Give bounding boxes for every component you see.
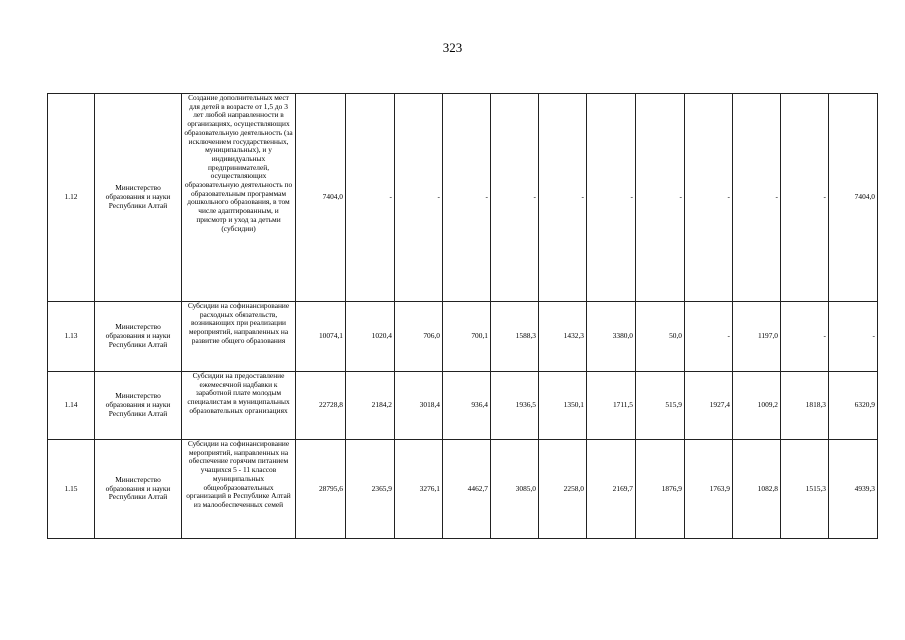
value-cell: 2365,9 [346,440,395,539]
table-row [48,372,878,440]
value-cell: 1927,4 [685,372,733,440]
value-cell: 4462,7 [443,440,491,539]
value-cell: 50,0 [636,302,685,372]
value-cell: 1432,3 [539,302,587,372]
value-cell: 1763,9 [685,440,733,539]
value-cell: - [346,94,395,302]
table-body [48,94,878,539]
description-cell: Субсидии на предоставление ежемесячной надбавки к заработной плате молодым специалистам в муниципальных образовательных организациях [182,372,296,440]
value-cell: 1197,0 [733,302,781,372]
value-cell: 1588,3 [491,302,539,372]
value-cell: 6320,9 [829,372,878,440]
page-number: 323 [442,40,463,55]
budget-table [47,93,878,539]
value-cell: 1876,9 [636,440,685,539]
value-cell: 2258,0 [539,440,587,539]
value-cell: 1936,5 [491,372,539,440]
value-cell: - [636,94,685,302]
organization-cell: Министерство образования и науки Республики Алтай [95,440,182,539]
value-cell: 2184,2 [346,372,395,440]
value-cell: 10074,1 [296,302,346,372]
table-row [48,440,878,539]
value-cell: 2169,7 [587,440,636,539]
value-cell: 22728,8 [296,372,346,440]
description-cell: Субсидии на софинансирование мероприятий, направленных на обеспечение горячим питанием учащихся 5 - 11 классов муниципальных общеобразовательных организаций в Республике Алтай из малообеспеченных семей [182,440,296,539]
value-cell: - [539,94,587,302]
value-cell: 3276,1 [395,440,443,539]
value-cell: 1020,4 [346,302,395,372]
value-cell: 1711,5 [587,372,636,440]
table-row [48,94,878,302]
value-cell: - [685,94,733,302]
value-cell: 1009,2 [733,372,781,440]
value-cell: - [587,94,636,302]
value-cell: 3085,0 [491,440,539,539]
row-number-cell: 1.14 [48,372,95,440]
value-cell: - [685,302,733,372]
value-cell: 515,9 [636,372,685,440]
row-number-cell: 1.13 [48,302,95,372]
value-cell: 28795,6 [296,440,346,539]
value-cell: - [781,302,829,372]
value-cell: 7404,0 [296,94,346,302]
value-cell: - [733,94,781,302]
row-number-cell: 1.12 [48,94,95,302]
organization-cell: Министерство образования и науки Республики Алтай [95,94,182,302]
value-cell: 706,0 [395,302,443,372]
value-cell: - [443,94,491,302]
value-cell: - [781,94,829,302]
organization-cell: Министерство образования и науки Республики Алтай [95,372,182,440]
value-cell: 3380,0 [587,302,636,372]
value-cell: 7404,0 [829,94,878,302]
value-cell: - [491,94,539,302]
value-cell: 3018,4 [395,372,443,440]
value-cell: 1818,3 [781,372,829,440]
value-cell: 4939,3 [829,440,878,539]
table-row [48,302,878,372]
value-cell: 700,1 [443,302,491,372]
value-cell: 1515,3 [781,440,829,539]
organization-cell: Министерство образования и науки Республики Алтай [95,302,182,372]
row-number-cell: 1.15 [48,440,95,539]
description-cell: Создание дополнительных мест для детей в возрасте от 1,5 до 3 лет любой направленности в организациях, осуществляющих образовательную деятельность (за исключением государственных, муниципальных), и у индивидуальных предпринимателей, осуществляющих образовательную деятельность по образовательным программам дошкольного образования, в том числе адаптированным, и присмотр и уход за детьми (субсидии) [182,94,296,302]
value-cell: 1082,8 [733,440,781,539]
value-cell: - [829,302,878,372]
value-cell: - [395,94,443,302]
value-cell: 936,4 [443,372,491,440]
description-cell: Субсидии на софинансирование расходных обязательств, возникающих при реализации мероприятий, направленных на развитие общего образования [182,302,296,372]
value-cell: 1350,1 [539,372,587,440]
